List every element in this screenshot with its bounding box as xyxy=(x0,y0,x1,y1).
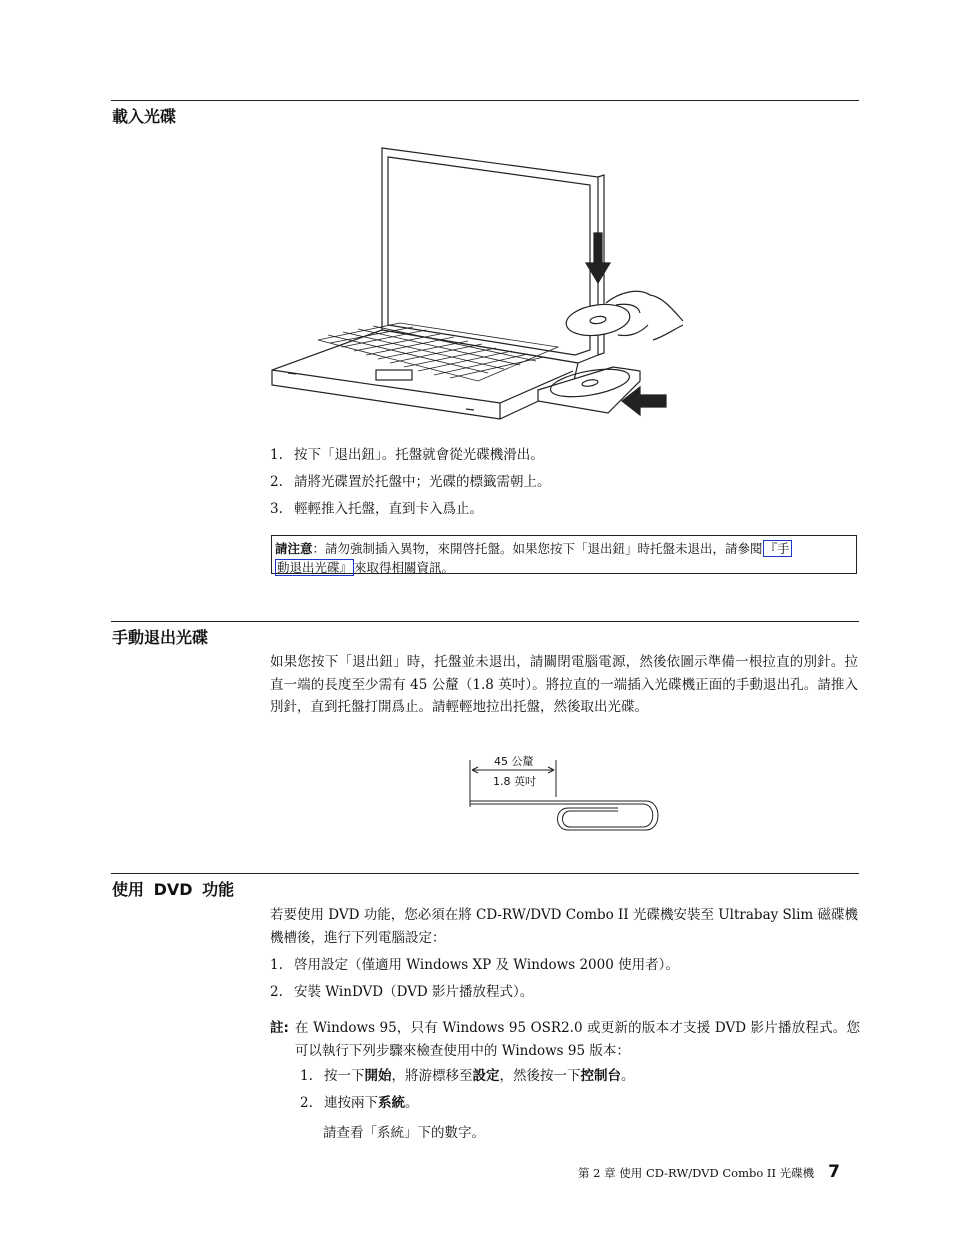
list-item: 2. 請將光碟置於托盤中；光碟的標籤需朝上。 xyxy=(270,474,551,490)
manual-eject-link[interactable]: 『手 xyxy=(764,541,790,556)
list-item: 2. 安裝 WinDVD（DVD 影片播放程式）。 xyxy=(270,984,534,1000)
section-divider xyxy=(111,873,859,874)
section-divider xyxy=(111,621,859,622)
section-divider xyxy=(111,100,859,101)
section-title-manual-eject: 手動退出光碟 xyxy=(112,628,209,647)
paperclip-figure xyxy=(468,752,663,832)
section-title-load-disc: 載入光碟 xyxy=(112,107,177,126)
page-footer xyxy=(578,1162,840,1182)
page-number: 7 xyxy=(828,1162,841,1182)
manual-eject-paragraph: 如果您按下「退出鈕」時，托盤並未退出，請關閉電腦電源，然後依圖示準備一根拉直的別針。拉直一端的長度至少需有 45 公釐（1.8 英吋）。將拉直的一端插入光碟機正面的手動退出孔。請推入別針，直到托盤打開爲止。請輕輕地拉出托盤，然後取出光碟。 xyxy=(270,654,858,715)
start-menu-term: 開始 xyxy=(364,1068,392,1084)
length-label-mm: 45 公釐 xyxy=(494,755,534,768)
substep-result-text: 請查看「系統」下的數字。 xyxy=(323,1125,485,1141)
system-term: 系統 xyxy=(378,1095,405,1111)
list-item: 2. 連按兩下系統。 xyxy=(300,1095,419,1111)
note-substeps-list xyxy=(300,1066,860,1120)
note-label: 註: xyxy=(270,1020,289,1036)
footer-chapter: 第 2 章 使用 CD-RW/DVD Combo II 光碟機 xyxy=(578,1166,815,1180)
manual-eject-link-continued[interactable]: 動退出光碟』 xyxy=(277,560,353,575)
note-text: 在 Windows 95，只有 Windows 95 OSR2.0 或更新的版本才支援 DVD 影片播放程式。您可以執行下列步驟來檢查使用中的 Windows 95 版本： xyxy=(294,1020,860,1059)
paperclip xyxy=(470,801,658,830)
list-item: 1. 按一下開始，將游標移至設定，然後按一下控制台。 xyxy=(300,1068,635,1084)
load-steps-list xyxy=(270,447,860,528)
notice-label: 請注意 xyxy=(275,541,313,556)
list-item: 1. 按下「退出鈕」。托盤就會從光碟機滑出。 xyxy=(270,447,544,463)
control-panel-term: 控制台 xyxy=(580,1068,621,1084)
attention-notice-box: 請注意：請勿強制插入異物，來開啓托盤。如果您按下「退出鈕」時托盤未退出，請參閱 『手 動退出光碟』 來取得相關資訊。 xyxy=(271,535,857,574)
note-block xyxy=(270,1017,860,1062)
laptop-lid xyxy=(382,148,598,363)
length-label-inch: 1.8 英吋 xyxy=(493,775,536,788)
dvd-intro-paragraph: 若要使用 DVD 功能，您必須在將 CD-RW/DVD Combo II 光碟機安裝至 Ultrabay Slim 磁碟機機槽後，進行下列電腦設定： xyxy=(270,907,859,946)
list-item: 1. 啓用設定（僅適用 Windows XP 及 Windows 2000 使用者）。 xyxy=(270,957,679,973)
list-item: 3. 輕輕推入托盤，直到卡入爲止。 xyxy=(270,501,483,517)
dvd-steps-list xyxy=(270,957,860,1011)
settings-term: 設定 xyxy=(472,1068,500,1084)
section-title-dvd: 使用 DVD 功能 xyxy=(112,880,235,899)
laptop-loading-disc-illustration xyxy=(268,145,688,420)
